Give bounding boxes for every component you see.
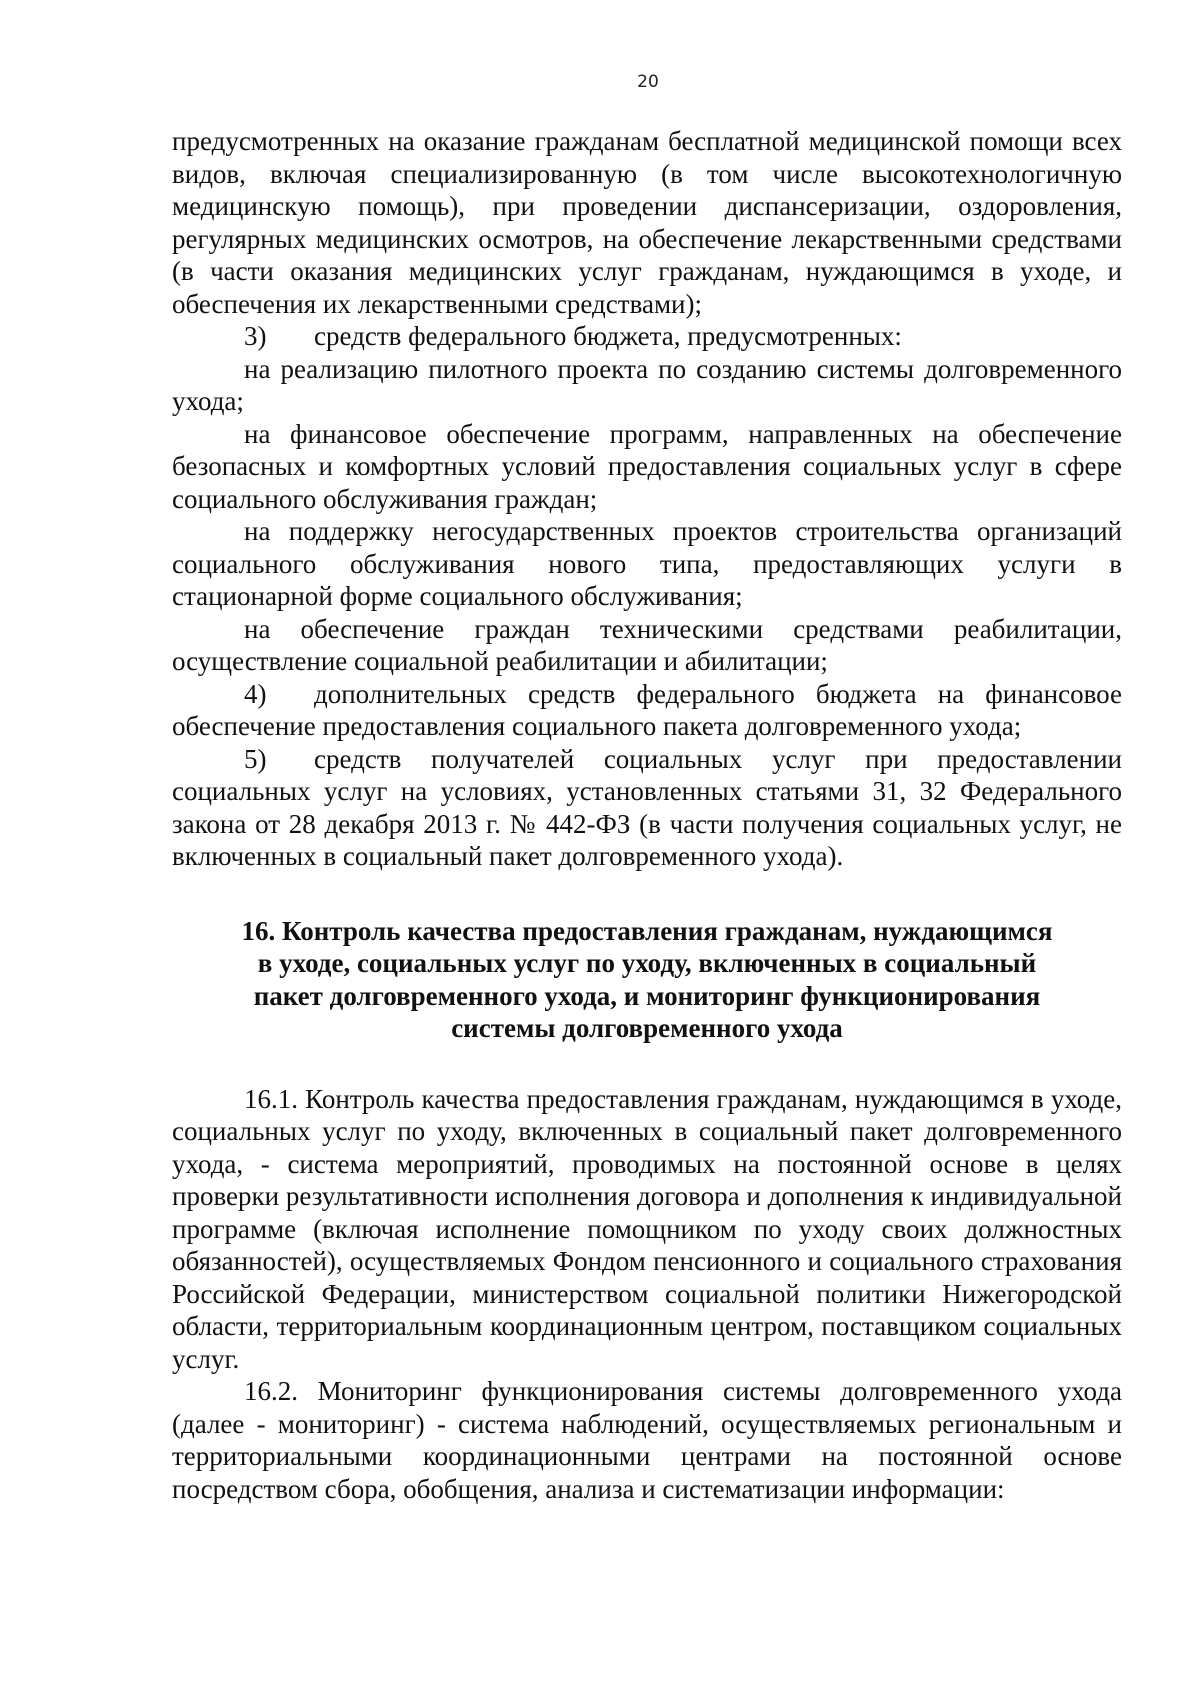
heading-line-2: в уходе, социальных услуг по уходу, включенных в социальный bbox=[257, 948, 1037, 978]
document-body bbox=[172, 125, 1122, 1505]
list-item-4 bbox=[172, 678, 1122, 743]
paragraph-16-1: 16.1. Контроль качества предоставления гражданам, нуждающимся в уходе, социальных услуг по уходу, включенных в социальный пакет долговременного ухода, - система мероприятий, проводимых на постоянной основе в целях проверки результативности исполнения договора и дополнения к индивидуальной программе (включая исполнение помощником по уходу своих должностных обязанностей), осуществляемых Фондом пенсионного и социального страхования Российской Федерации, министерством социальной политики Нижегородской области, территориальным координационным центром, поставщиком социальных услуг. bbox=[172, 1083, 1122, 1374]
heading-line-4: системы долговременного ухода bbox=[451, 1013, 843, 1043]
list-text-4: дополнительных средств федерального бюджета на финансовое обеспечение предоставления социального пакета долговременного ухода; bbox=[172, 678, 1122, 741]
sub-item-3-2: на финансовое обеспечение программ, направленных на обеспечение безопасных и комфортных условий предоставления социальных услуг в сфере социального обслуживания граждан; bbox=[172, 418, 1122, 514]
sub-item-3-1: на реализацию пилотного проекта по созданию системы долговременного ухода; bbox=[172, 353, 1122, 416]
heading-line-1: 16. Контроль качества предоставления гражданам, нуждающимся bbox=[241, 915, 1053, 946]
paragraph-intro: предусмотренных на оказание гражданам бесплатной медицинской помощи всех видов, включая специализированную (в том числе высокотехнологичную медицинскую помощь), при проведении диспансеризации, оздоровления, регулярных медицинских осмотров, на обеспечение лекарственными средствами (в части оказания медицинских услуг гражданам, нуждающимся в уходе, и обеспечения их лекарственными средствами); bbox=[172, 126, 1122, 319]
list-item-5 bbox=[172, 743, 1122, 873]
heading-line-3: пакет долговременного ухода, и мониторинг функционирования bbox=[253, 980, 1041, 1011]
list-number-4: 4) bbox=[244, 678, 267, 709]
sub-item-3-3: на поддержку негосударственных проектов строительства организаций социального обслуживания нового типа, предоставляющих услуги в стационарной форме социального обслуживания; bbox=[172, 516, 1122, 611]
list-number-3: 3) bbox=[244, 321, 267, 351]
list-text-3: средств федерального бюджета, предусмотренных: bbox=[314, 321, 902, 351]
page-number: 20 bbox=[637, 72, 659, 92]
paragraph-16-2: 16.2. Мониторинг функционирования системы долговременного ухода (далее - мониторинг) - система наблюдений, осуществляемых региональным и территориальными координационными центрами на постоянной основе посредством сбора, обобщения, анализа и систематизации информации: bbox=[172, 1376, 1122, 1504]
list-number-5: 5) bbox=[244, 743, 267, 774]
section-heading bbox=[172, 915, 1122, 1045]
list-text-5: средств получателей социальных услуг при предоставлении социальных услуг на условиях, установленных статьями 31, 32 Федерального закона от 28 декабря 2013 г. № 442-ФЗ (в части получения социальных услуг, не включенных в социальный пакет долговременного ухода). bbox=[172, 743, 1122, 871]
sub-item-3-4: на обеспечение граждан техническими средствами реабилитации, осуществление социальной реабилитации и абилитации; bbox=[172, 613, 1122, 676]
list-item-3 bbox=[172, 320, 1122, 353]
